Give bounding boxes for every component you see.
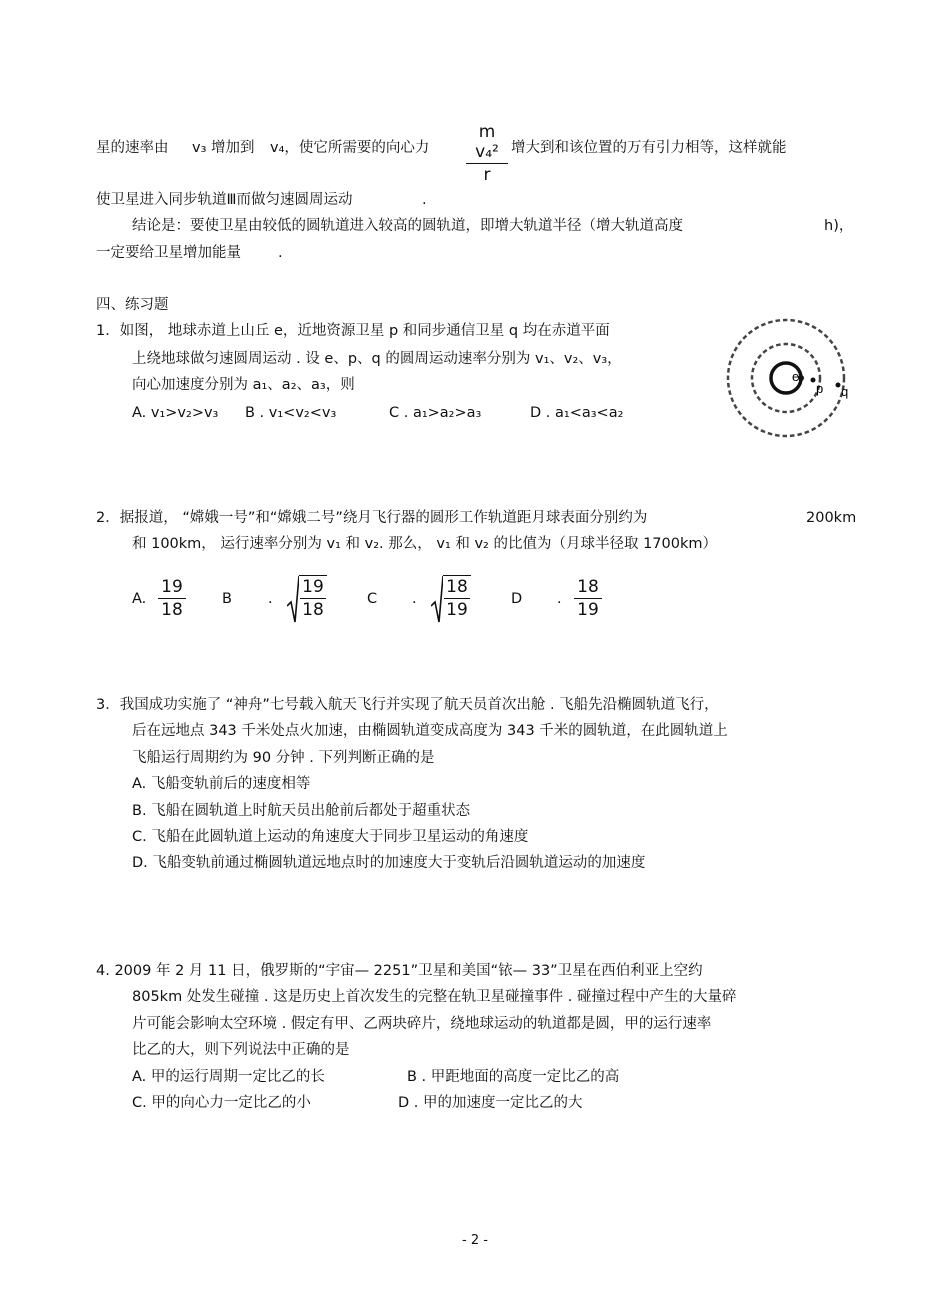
q3-option-b: B. 飞船在圆轨道上时航天员出舱前后都处于超重状态 — [132, 803, 471, 819]
q4-line4: 比乙的大，则下列说法中正确的是 — [132, 1042, 350, 1058]
fraction-numerator: 19 — [161, 577, 183, 597]
q4-option-d: D . 甲的加速度一定比乙的大 — [398, 1095, 583, 1111]
fraction-bar — [574, 598, 602, 599]
q3-line1: 3．我国成功实施了 “神舟”七号载入航天飞行并实现了航天员首次出舱 . 飞船先沿椭圆轨道飞行， — [96, 697, 719, 713]
label-p: p — [816, 381, 824, 396]
fraction-bar — [444, 598, 470, 599]
sqrt-overline — [299, 575, 327, 576]
orbit-figure — [726, 318, 856, 448]
q3-option-a: A. 飞船变轨前后的速度相等 — [132, 776, 311, 792]
conclusion-line2: 一定要给卫星增加能量 — [96, 245, 241, 261]
formula-numerator: m v₄² — [475, 122, 499, 162]
q2-option-c-fraction — [444, 577, 470, 620]
q2-line1: 2．据报道， “嫦娥一号”和“嫦娥二号”绕月飞行器的圆形工作轨道距月球表面分别约为 — [96, 510, 648, 526]
fraction-denominator: 18 — [302, 600, 324, 620]
q1-option-b: B . v₁<v₂<v₃ — [245, 405, 337, 421]
orbit-q — [728, 320, 844, 436]
sqrt-overline — [443, 575, 471, 576]
point-q — [836, 383, 841, 388]
fraction-denominator: 19 — [446, 600, 468, 620]
q2-option-a-fraction — [158, 577, 186, 620]
q2-option-c-dot: . — [412, 591, 417, 607]
q3-line3: 飞船运行周期约为 90 分钟 . 下列判断正确的是 — [132, 750, 435, 766]
q4-line1: 4. 2009 年 2 月 11 日，俄罗斯的“宇宙— 2251”卫星和美国“铱— 33”卫星在西伯利亚上空约 — [96, 963, 703, 979]
q2-option-b-label: B — [222, 591, 232, 607]
q4-line3: 片可能会影响太空环境 . 假定有甲、乙两块碎片，绕地球运动的轨道都是圆，甲的运行速率 — [132, 1016, 712, 1032]
q2-line2: 和 100km， 运行速率分别为 v₁ 和 v₂. 那么， v₁ 和 v₂ 的比值为（月球半径取 1700km） — [132, 536, 718, 552]
conclusion-h: h)， — [824, 218, 854, 234]
q4-line2: 805km 处发生碰撞 . 这是历史上首次发生的完整在轨卫星碰撞事件 . 碰撞过程中产生的大量碎 — [132, 989, 737, 1005]
q3-option-d: D. 飞船变轨前通过椭圆轨道远地点时的加速度大于变轨后沿圆轨道运动的加速度 — [132, 855, 646, 871]
sqrt-icon — [287, 574, 299, 624]
fraction-bar — [466, 163, 508, 164]
fraction-denominator: 18 — [161, 600, 183, 620]
q4-option-b: B . 甲距地面的高度一定比乙的高 — [407, 1069, 620, 1085]
q1-line2: 上绕地球做匀速圆周运动 . 设 e、p、q 的圆周运动速率分别为 v₁、v₂、v₃， — [132, 351, 622, 367]
q4-option-c: C. 甲的向心力一定比乙的小 — [132, 1095, 311, 1111]
intro-line2-period: . — [422, 192, 427, 208]
q2-option-b-fraction — [300, 577, 326, 620]
q2-option-d-dot: . — [557, 591, 562, 607]
q2-option-c-label: C — [367, 591, 378, 607]
conclusion-period: . — [278, 245, 283, 261]
intro-text-d: 增大到和该位置的万有引力相等，这样就能 — [511, 140, 787, 156]
q1-line1: 1．如图， 地球赤道上山丘 e，近地资源卫星 p 和同步通信卫星 q 均在赤道平面 — [96, 323, 610, 339]
point-p — [811, 378, 816, 383]
conclusion-text: 结论是：要使卫星由较低的圆轨道进入较高的圆轨道，即增大轨道半径（增大轨道高度 — [132, 218, 683, 234]
intro-text-c: v₄，使它所需要的向心力 — [270, 140, 430, 156]
q3-option-c: C. 飞船在此圆轨道上运动的角速度大于同步卫星运动的角速度 — [132, 829, 529, 845]
q1-line3: 向心加速度分别为 a₁、a₂、a₃，则 — [132, 377, 355, 393]
q1-option-c: C . a₁>a₂>a₃ — [389, 405, 482, 421]
formula-denominator: r — [483, 165, 491, 185]
page-number: - 2 - — [462, 1233, 488, 1248]
q1-option-a: A. v₁>v₂>v₃ — [132, 405, 219, 421]
label-e: e — [792, 369, 800, 384]
q2-option-d-fraction — [574, 577, 602, 620]
intro-line2: 使卫星进入同步轨道Ⅲ而做匀速圆周运动 — [96, 192, 353, 208]
label-q: q — [841, 384, 849, 399]
fraction-denominator: 19 — [577, 600, 599, 620]
q4-option-a: A. 甲的运行周期一定比乙的长 — [132, 1069, 325, 1085]
section-title: 四、练习题 — [96, 297, 169, 313]
q2-option-d-label: D — [511, 591, 523, 607]
fraction-bar — [158, 598, 186, 599]
q2-line1-distance: 200km — [806, 510, 857, 526]
fraction-bar — [300, 598, 326, 599]
sqrt-icon — [431, 574, 443, 624]
fraction-numerator: 18 — [577, 577, 599, 597]
q1-option-d: D . a₁<a₃<a₂ — [530, 405, 624, 421]
orbit-p — [752, 344, 820, 412]
fraction-numerator: 19 — [302, 577, 324, 597]
centripetal-force-formula — [466, 122, 508, 185]
intro-text-b: v₃ 增加到 — [192, 140, 255, 156]
q3-line2: 后在远地点 343 千米处点火加速，由椭圆轨道变成高度为 343 千米的圆轨道，在此圆轨道上 — [132, 723, 728, 739]
q2-option-a-label: A. — [132, 591, 147, 607]
intro-text-a: 星的速率由 — [96, 140, 169, 156]
fraction-numerator: 18 — [446, 577, 468, 597]
q2-option-b-dot: . — [268, 591, 273, 607]
